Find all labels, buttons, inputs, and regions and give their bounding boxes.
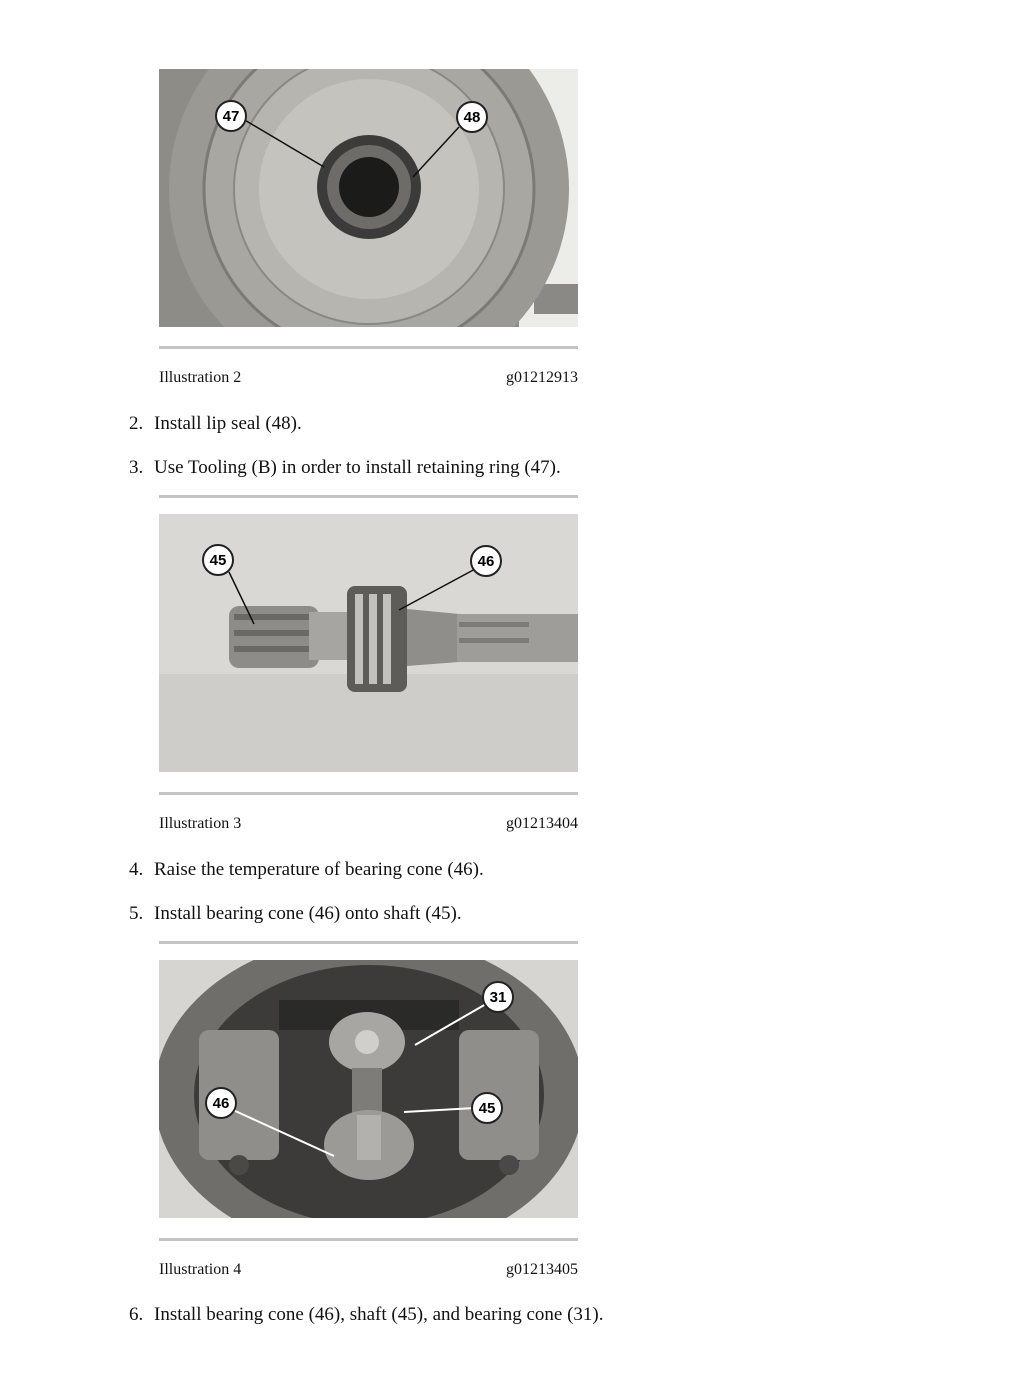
- callout-31: [483, 982, 513, 1012]
- callout-48: [457, 102, 487, 132]
- caption-code: g01213405: [506, 1261, 578, 1278]
- svg-text:47: 47: [222, 108, 240, 125]
- lip-seal-housing-image: [159, 69, 578, 327]
- svg-text:48: 48: [463, 109, 481, 126]
- step-text: Install bearing cone (46) onto shaft (45).: [154, 903, 462, 924]
- caption-label: Illustration 3: [159, 815, 242, 832]
- step-number: 6.: [129, 1304, 144, 1325]
- illustration-2-photo: [159, 69, 578, 327]
- illustration-3-caption: [159, 813, 578, 835]
- figure-divider: [159, 941, 578, 944]
- step-number: 2.: [129, 413, 144, 434]
- step-number: 3.: [129, 457, 144, 478]
- illustration-4-caption: [159, 1259, 578, 1281]
- step-3: [129, 457, 561, 479]
- step-number: 5.: [129, 903, 144, 924]
- figure-divider: [159, 792, 578, 795]
- callout-47: [216, 101, 246, 131]
- svg-text:46: 46: [477, 553, 495, 570]
- svg-text:45: 45: [478, 1100, 496, 1117]
- step-number: 4.: [129, 859, 144, 880]
- illustration-4-photo: [159, 960, 578, 1218]
- step-text: Raise the temperature of bearing cone (46).: [154, 859, 484, 880]
- figure-divider: [159, 495, 578, 498]
- step-text: Install bearing cone (46), shaft (45), and bearing cone (31).: [154, 1304, 604, 1325]
- step-5: [129, 903, 462, 925]
- step-6: [129, 1304, 604, 1326]
- svg-text:45: 45: [209, 552, 227, 569]
- callout-45: [472, 1093, 502, 1123]
- shaft-bearing-image: [159, 514, 578, 772]
- svg-text:46: 46: [212, 1095, 230, 1112]
- callout-46: [471, 546, 501, 576]
- step-text: Install lip seal (48).: [154, 413, 302, 434]
- housing-assembly-image: [159, 960, 578, 1218]
- illustration-3-photo: [159, 514, 578, 772]
- callout-46: [206, 1088, 236, 1118]
- step-2: [129, 413, 302, 435]
- figure-divider: [159, 1238, 578, 1241]
- illustration-2-caption: [159, 367, 578, 389]
- svg-text:31: 31: [489, 989, 507, 1006]
- caption-code: g01213404: [506, 815, 578, 832]
- step-4: [129, 859, 484, 881]
- caption-code: g01212913: [506, 369, 578, 386]
- caption-label: Illustration 2: [159, 369, 242, 386]
- callout-45: [203, 545, 233, 575]
- step-text: Use Tooling (B) in order to install retaining ring (47).: [154, 457, 561, 478]
- figure-divider: [159, 346, 578, 349]
- caption-label: Illustration 4: [159, 1261, 242, 1278]
